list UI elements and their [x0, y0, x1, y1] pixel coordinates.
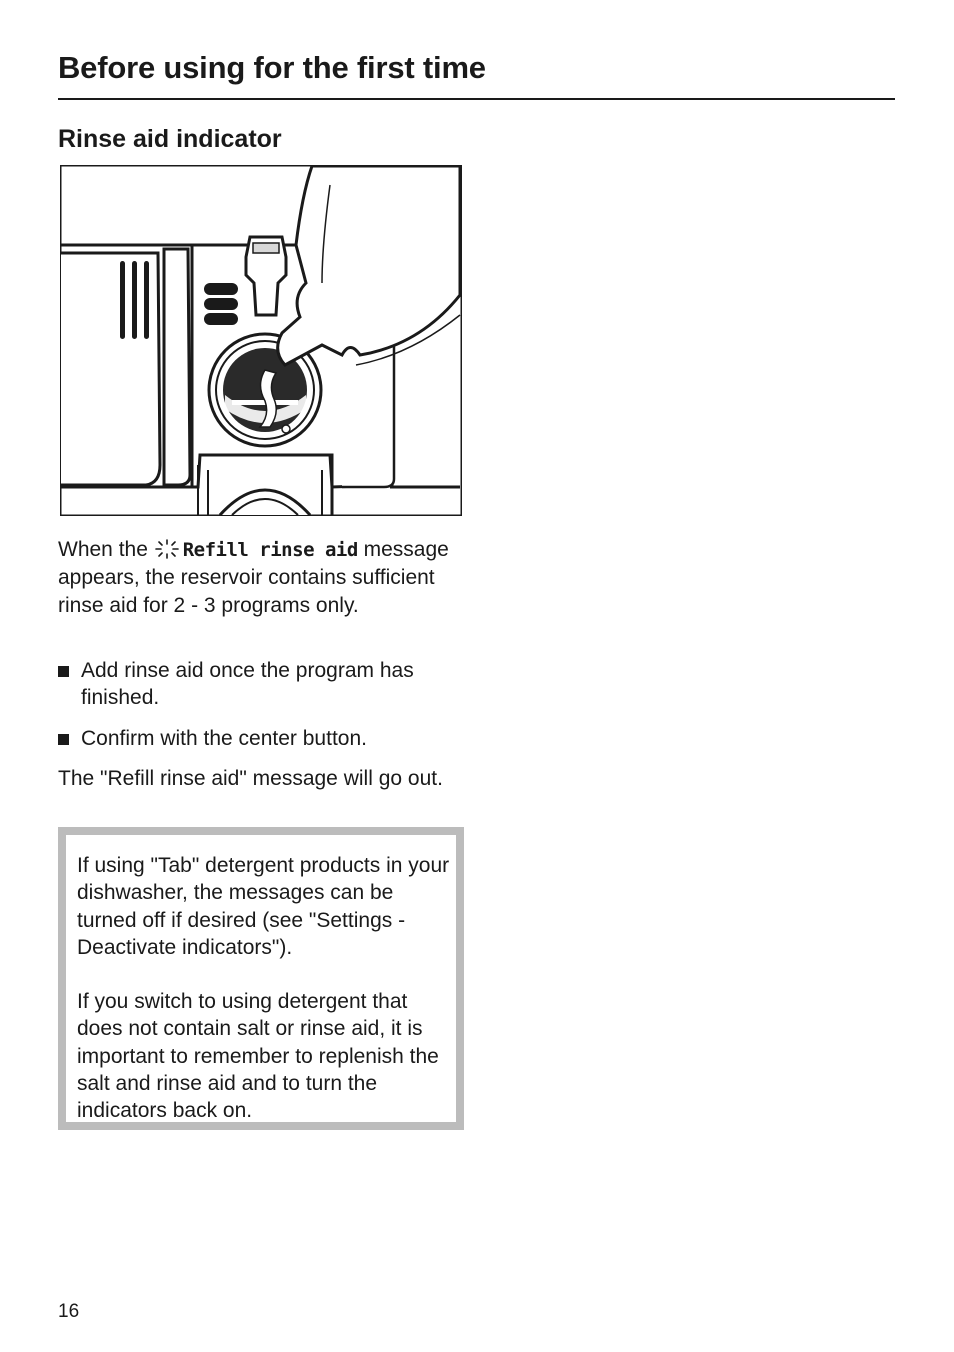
sparkle-icon	[154, 539, 180, 559]
intro-before-text: When the	[58, 538, 154, 561]
display-message: Refill rinse aid	[182, 539, 358, 561]
bullet-square-icon	[58, 666, 69, 677]
section-heading: Rinse aid indicator	[58, 125, 282, 153]
note-box	[58, 827, 464, 1130]
rinse-aid-filling-illustration	[60, 165, 462, 516]
intro-after-text: message appears, the reservoir contains sufficient rinse aid for 2 - 3 programs only.	[58, 538, 449, 617]
note-paragraph: If using "Tab" detergent products in your dishwasher, the messages can be turned off if desired (see "Settings - Deactivate indicators").	[77, 854, 450, 959]
note-paragraph: If you switch to using detergent that does not contain salt or rinse aid, it is important to remember to replenish the salt and rinse aid and to turn the indicators back on.	[77, 990, 439, 1123]
list-item	[58, 657, 458, 712]
intro-paragraph	[58, 536, 458, 619]
title-divider	[58, 98, 895, 100]
outro-paragraph: The "Refill rinse aid" message will go out.	[58, 767, 443, 790]
step-text: Add rinse aid once the program has finished.	[81, 659, 414, 710]
bullet-square-icon	[58, 734, 69, 745]
step-text: Confirm with the center button.	[81, 727, 367, 750]
page-title: Before using for the first time	[58, 50, 486, 85]
page-number: 16	[58, 1301, 80, 1322]
list-item	[58, 725, 458, 752]
